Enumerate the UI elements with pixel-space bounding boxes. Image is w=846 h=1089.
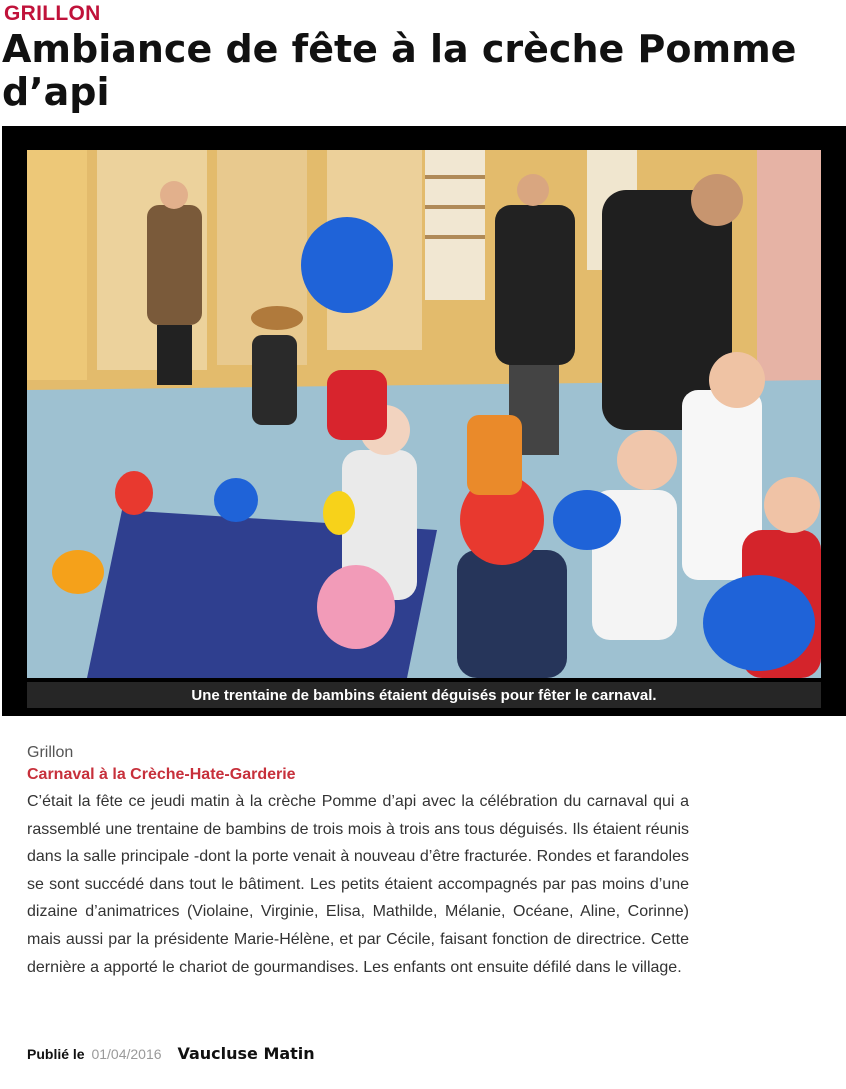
article-subhead: Carnaval à la Crèche-Hate-Garderie xyxy=(27,766,296,783)
article-footer xyxy=(27,1044,315,1063)
source-name: Vaucluse Matin xyxy=(177,1044,315,1063)
photo-caption: Une trentaine de bambins étaient déguisés pour fêter le carnaval. xyxy=(191,686,657,704)
photo-frame xyxy=(2,126,846,716)
photo-caption-bar xyxy=(27,682,821,708)
article-body: C’était la fête ce jeudi matin à la crèche Pomme d’api avec la célébration du carnaval qui a rassemblé une trentaine de bambins de trois mois à trois ans tous déguisés. Ils étaient réunis dans la salle principale -dont la porte venait à nouveau d’être fracturée. Rondes et farandoles se sont succédé dans tout le bâtiment. Les petits étaient accompagnés par pas moins d’une dizaine d’animatrices (Violaine, Virginie, Elisa, Mathilde, Mélanie, Océane, Aline, Corinne) mais aussi par la présidente Marie-Hélène, et par Cécile, faisant fonction de directrice. Cette dernière a apporté le chariot de gourmandises. Les enfants ont ensuite défilé dans le village. xyxy=(27,793,689,976)
article-photo xyxy=(27,150,821,678)
section-kicker: GRILLON xyxy=(4,2,101,25)
article-location: Grillon xyxy=(27,744,74,761)
published-label: Publié le xyxy=(27,1046,85,1062)
article-headline: Ambiance de fête à la crèche Pomme d’api xyxy=(2,27,797,114)
published-date: 01/04/2016 xyxy=(91,1046,162,1062)
